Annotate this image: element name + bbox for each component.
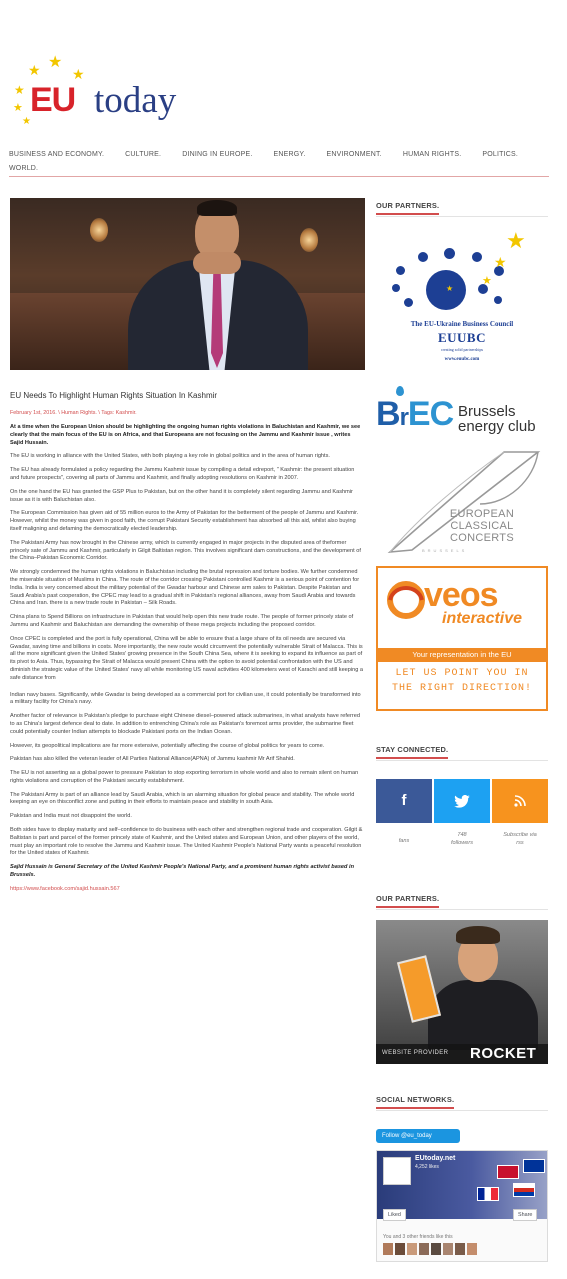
hero-lamp: [300, 228, 318, 252]
fb-cover-flag: [513, 1183, 535, 1197]
article-paragraph: Pakistan has also killed the veteran leader of All Parties National Alliance(APNA) of Jammu kashmir Mr Arif Shahid.: [10, 756, 295, 763]
hero-lamp: [90, 218, 108, 242]
logo-dot: [444, 248, 455, 259]
nav-item-dining[interactable]: DINING IN EUROPE.: [182, 151, 253, 158]
partner-brussels-energy-club[interactable]: [376, 384, 548, 440]
fb-cover-flag: [497, 1165, 519, 1179]
twitter-button[interactable]: [434, 779, 490, 823]
rss-label-line1: Subscribe via: [503, 832, 537, 838]
brec-words: [458, 404, 536, 434]
logo-dot: [396, 266, 405, 275]
avatar[interactable]: [407, 1243, 417, 1255]
article-paragraph: China plans to Spend Billions on infrastructure in Pakistan that would help open this new trade route. The people of former princely state of Jammu and Kashmir and Baluchistan are demanding the ownership of these mega projects including the proposed corridor.: [10, 614, 354, 628]
hero-person-hands: [193, 252, 241, 274]
logo-today: today: [94, 80, 177, 121]
article-lead: At a time when the European Union should be highlighting the ongoing human rights violations in Baluchistan and Kashmir, we see clearly that the main focus of the EU is on Africa, and that Europeans are not focusing on the Jammu and Kashmir issue , writes Sajid Hussain.: [10, 424, 361, 446]
fb-page-name[interactable]: EUtoday.net: [415, 1155, 456, 1162]
logo-dot: [418, 252, 428, 262]
euubc-tagline: creating solid partnerships: [440, 347, 484, 352]
oveos-banner: Your representation in the EU: [378, 648, 546, 662]
logo-dot: [392, 284, 400, 292]
star-icon: ★: [14, 83, 25, 97]
euubc-abbr: EUUBC: [437, 330, 486, 345]
partners-heading: [376, 201, 548, 215]
hero-person-hair: [197, 200, 237, 216]
rocket-provider: WEBSITE PROVIDER: [382, 1050, 449, 1056]
star-icon: ★: [482, 275, 492, 287]
brec-mark-b: B: [376, 395, 400, 433]
concerts-name: [420, 508, 544, 544]
twitter-count: 748: [457, 832, 467, 838]
rss-label: [492, 831, 548, 847]
oveos-name: veos: [424, 576, 498, 614]
heading-rule: [376, 909, 548, 910]
rss-label-line2: rss: [516, 840, 524, 846]
fb-cover-flag: [477, 1187, 499, 1201]
social-networks-text: SOCIAL NETWORKS.: [376, 1095, 454, 1109]
logo-dot: [404, 298, 413, 307]
oveos-line1: LET US POINT YOU IN: [395, 668, 529, 679]
star-icon: ★: [13, 102, 23, 114]
rss-icon: [514, 792, 526, 809]
article-paragraph: Another factor of relevance is Pakistan's pledge to purchase eight Chinese diesel–powered attack submarines, in what analysts have referred to as China's largest defence deal to date. In addition to entrenching China's role as Pakistan's foremost arms provider, the submarine fleet could potentially counter Indian attempts to blockade Pakistani ports on the Indian Ocean.: [10, 713, 360, 735]
article-meta[interactable]: February 1st, 2016. \ Human Rights. \ Tags: Kashmir.: [10, 410, 137, 416]
rocket-footer: [376, 1044, 548, 1064]
star-icon: ★: [22, 116, 31, 127]
article-paragraph: Both sides have to display maturity and self–confidence to do business with each other and strengthen regional trade and cooperation. Gilgit & Baltistan is part and parcel of the former princely state of Kashmir, and the United states and European Union, and other players of the world, must play an important role to resolve the Jammu and Kashmir issue. The United Kashmir People's National Party wants a peaceful resolution for the United states of Kashmir.: [10, 827, 363, 857]
article-paragraph: Indian navy bases. Significantly, while Gwadar is being developed as a commercial port for civilian use, it could potentially be transformed into a military facility for China's navy.: [10, 691, 361, 706]
article-paragraph: Pakistan and India must not disappoint the world.: [10, 813, 132, 820]
fb-page-thumbnail[interactable]: [383, 1157, 411, 1185]
star-icon: ★: [48, 54, 63, 71]
fb-friends-text: You and 3 other friends like this: [383, 1234, 453, 1240]
nav-item-world[interactable]: WORLD.: [9, 165, 39, 172]
star-icon: ★: [494, 254, 507, 270]
article-paragraph: On the one hand the EU has granted the GSP Plus to Pakistan, but on the other hand it is completely silent regarding Jammu and Kashmir issue as it is with Baluchistan also.: [10, 488, 353, 503]
rss-button[interactable]: [492, 779, 548, 823]
main-nav: [9, 148, 549, 176]
twitter-follow-button[interactable]: Follow @eu_today: [376, 1129, 460, 1143]
concerts-line3: CONCERTS: [450, 532, 514, 544]
oveos-message: [378, 666, 546, 696]
brec-mark-ec: EC: [407, 395, 454, 433]
euubc-site: www.euubc.com: [444, 357, 480, 362]
partner-european-classical-concerts[interactable]: [376, 448, 548, 560]
nav-item-politics[interactable]: POLITICS.: [482, 151, 519, 158]
star-icon: ★: [446, 284, 454, 293]
article-paragraph: The Pakistani Army has now brought in the Chinese army, which is currently engaged in major projects in the disputed area of theformer princely sate of Jammu and Kashmir, particularly in Gilgit Baltistan region. This involves significant dam constructions, and the development of the China–Pakistan Economic Corridor.: [10, 539, 361, 562]
rocket-person-suit: [428, 980, 538, 1050]
partners-heading-2-text: OUR PARTNERS.: [376, 894, 439, 908]
star-icon: ★: [72, 66, 85, 82]
heading-rule: [376, 216, 548, 217]
nav-divider: [9, 176, 549, 177]
article-paragraph: The EU is working in alliance with the United States, with both playing a key role in global politics and in the area of human rights.: [10, 453, 330, 460]
euubc-name: The EU-Ukraine Business Council: [410, 320, 514, 328]
article-body: [10, 390, 365, 894]
facebook-button[interactable]: [376, 779, 432, 823]
rocket-person-hair: [456, 926, 500, 944]
avatar[interactable]: [443, 1243, 453, 1255]
facebook-page-widget: [376, 1150, 548, 1262]
brec-line1: Brussels: [458, 403, 516, 420]
nav-item-environment[interactable]: ENVIRONMENT.: [326, 151, 382, 158]
article-hero-image: [10, 198, 365, 370]
avatar[interactable]: [431, 1243, 441, 1255]
article-paragraph: Once CPEC is completed and the port is fully operational, China will be able to ensure that a large share of its oil needs are secured via Gwadar, saving time and billions in costs. More importantly, the new route would circumvent the potentially vulnerable Strait of Malacca. This is all the more significant given the United States' growing presence in the South China Sea, where it is seeking to expand its influence as part of its pivot to Asia. Thus, bypassing the Strait of Malacca would present China with the option to avoid potential confrontation with the US and diminish the strategic value of the United States' navy all while monitoring US naval activities 400 kilometers west of Karachi and still keeping a safe distance from: [10, 635, 364, 681]
twitter-followers: followers: [450, 840, 474, 846]
stay-connected-heading: [376, 745, 548, 759]
fb-share-button[interactable]: Share: [513, 1209, 537, 1221]
avatar[interactable]: [455, 1243, 465, 1255]
star-icon: ★: [28, 62, 41, 78]
heading-rule: [376, 760, 548, 761]
logo-dot: [494, 296, 502, 304]
brec-mark: [376, 396, 453, 436]
site-logo[interactable]: [10, 55, 200, 130]
facebook-label: fans: [398, 838, 410, 844]
article-paragraph: We strongly condemned the human rights violations in Baluchistan including the brutal repression and torture bodies. We further condemned the miserable situation of Muslims in China. The route of the corridor crossing Pakistani controlled Kashmir is a serious point of contention for India. India is very concerned about the military potential of the Gwadar harbour and Chinese arm sales to Pakistan. Despite Pakistan and Saudi Arabia's past cooperation, the CPEC may lead to a gradual shift in Pakistan's regional alliances, away from Saudi Arabia and towards China and Iran. there is a new trade route in Pakistan – Silk Roads.: [10, 569, 360, 607]
logo-dot: [472, 252, 482, 262]
partner-euubc[interactable]: [376, 226, 548, 376]
rocket-tablet: [397, 955, 441, 1022]
logo-eu: EU: [30, 81, 76, 119]
article-paragraph: The European Commission has given aid of 55 million euros to the Army of Pakistan for the betterment of the people of Jammu and Kashmir. However, whilst the money was given in good faith, the corrupt Pakistani Security establishment has absorbed all this aid, whilst also buying itself maligning and defaming the democratically elected leadership.: [10, 510, 359, 532]
partner-rocket-banner[interactable]: [376, 920, 548, 1064]
twitter-icon: [454, 792, 470, 809]
author-facebook-link[interactable]: https://www.facebook.com/sajid.hussain.567: [10, 885, 120, 892]
article-title: EU Needs To Highlight Human Rights Situation In Kashmir: [10, 391, 218, 400]
nav-item-business[interactable]: BUSINESS AND ECONOMY.: [9, 151, 105, 158]
heading-rule: [376, 1110, 548, 1111]
avatar[interactable]: [383, 1243, 393, 1255]
article-paragraph: The Pakistani Army is part of an alliance lead by Saudi Arabia, which is an alarming situation for global peace and stability. The whole world keeping an eye on thisconflict zone and putting in their efforts to maintain peace and stability in south Asia.: [10, 791, 355, 806]
fb-page-likes: 4,252 likes: [415, 1164, 439, 1170]
partner-oveos-interactive[interactable]: [376, 566, 548, 711]
concerts-line2: CLASSICAL: [450, 520, 514, 532]
oveos-line2: THE RIGHT DIRECTION!: [391, 683, 533, 694]
avatar[interactable]: [419, 1243, 429, 1255]
concerts-city: BRUSSELS: [422, 548, 468, 553]
fb-liked-button[interactable]: Liked: [383, 1209, 406, 1221]
nav-item-human-rights[interactable]: HUMAN RIGHTS.: [402, 151, 462, 158]
avatar[interactable]: [467, 1243, 477, 1255]
article-paragraph: The EU has already formulated a policy regarding the Jammu Kashmir issue by compiling a detail edreport, " Kashmir: the present situation and future prospects", covering all parts of Jammu and Kashmir, and finally adopting resolutions on Kashmir in 2007.: [10, 467, 355, 481]
concerts-line1: EUROPEAN: [449, 508, 515, 520]
partners-heading-text: OUR PARTNERS.: [376, 201, 439, 215]
stay-connected-text: STAY CONNECTED.: [376, 745, 448, 759]
partners-heading-2: [376, 894, 548, 908]
avatar[interactable]: [395, 1243, 405, 1255]
brec-line2: energy club: [458, 418, 536, 435]
nav-item-culture[interactable]: CULTURE.: [125, 151, 162, 158]
star-icon: ★: [506, 228, 526, 253]
author-signature: Sajid Hussain is General Secretary of the United Kashmir People's National Party, and a prominent human rights activist based in Brussels.: [10, 864, 354, 879]
twitter-label: [434, 831, 490, 847]
article-paragraph: The EU is not asserting as a global power to pressure Pakistan to stop exporting terrorism in whole world and also to remain silent on human rights violations and corruption of the Pakistani security establishment.: [10, 770, 359, 784]
article-paragraph: However, its geopolitical implications are far more extensive, potentially affecting the course of global politics for years to come.: [10, 742, 325, 749]
social-networks-heading: [376, 1095, 548, 1109]
social-counters: [376, 779, 548, 869]
fb-cover-flag: [523, 1159, 545, 1173]
rocket-brand: ROCKET: [470, 1045, 537, 1062]
facebook-icon: f: [401, 792, 407, 809]
nav-item-energy[interactable]: ENERGY.: [273, 151, 306, 158]
brec-mark-r: r: [399, 404, 408, 431]
oveos-sub: interactive: [442, 610, 523, 627]
